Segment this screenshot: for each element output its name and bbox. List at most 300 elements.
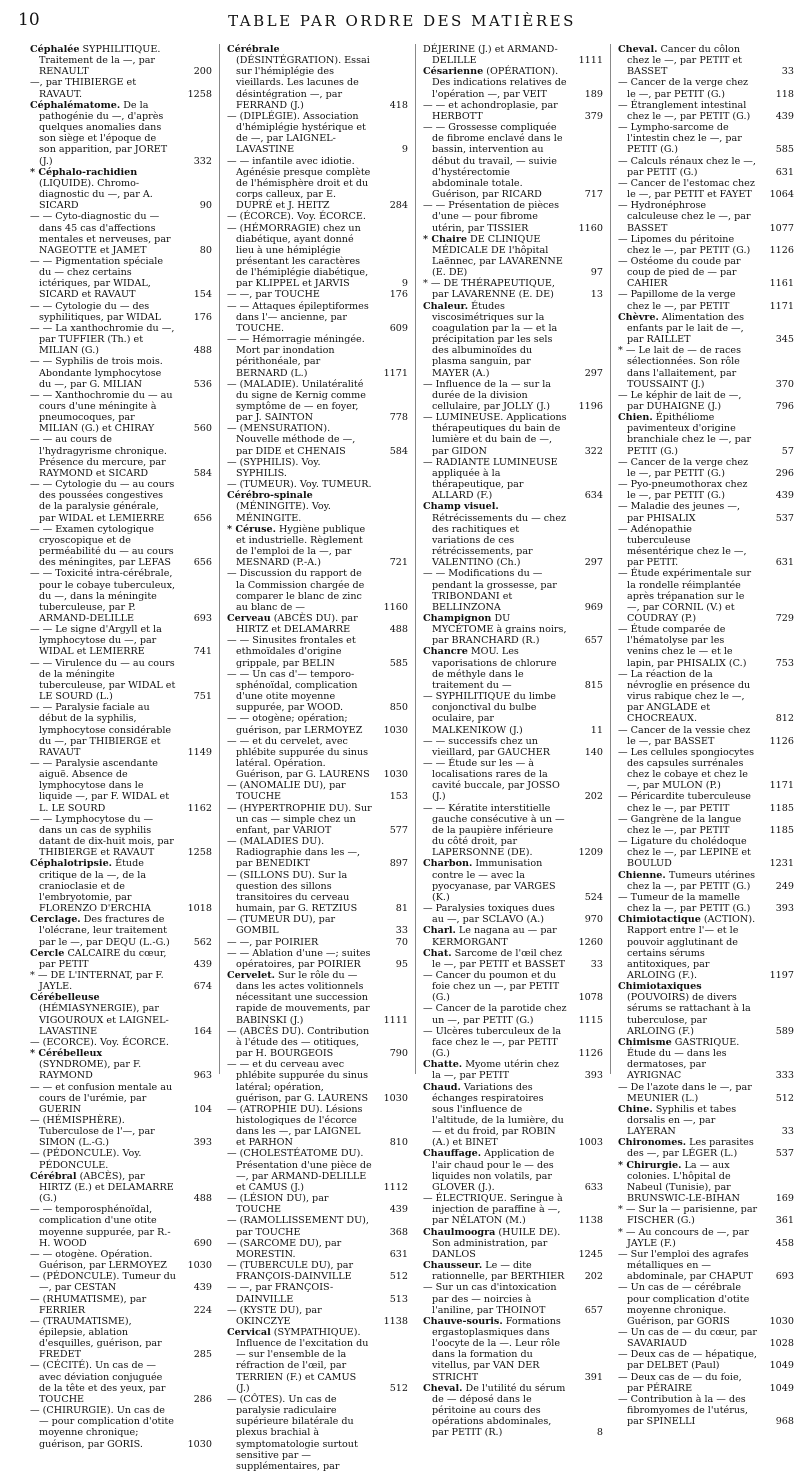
entry-page-number: 488 (193, 345, 212, 357)
entry-text: — (ATROPHIE DU). Lésions histologiques de l'écorce dans les —, par LAIGNEL et PARHON (227, 1103, 363, 1149)
entry-text: — — infantile avec idiotie. Agénésie presque complète de l'hémisphère droit et du corps calleux, par E. DUPRÉ et J. HEITZ (227, 155, 371, 212)
entry-page-number: 897 (389, 858, 408, 870)
index-entry (30, 77, 212, 99)
entry-text: Étude critique de la —, de la cranioclasie et de l'embryotomie, par FLORENZO D'ERCHIA (39, 858, 152, 915)
index-entry (30, 1204, 212, 1249)
entry-page-number: 176 (389, 289, 408, 301)
entry-text: * — DE L'INTERNAT, par F. JAYLE. (30, 969, 164, 993)
entry-text: GASTRIQUE. Étude du — dans les dermatoses, par AYRIGNAC (627, 1036, 740, 1082)
index-entry (423, 1282, 603, 1315)
index-entry (227, 836, 408, 869)
entry-page-number: 8 (596, 1427, 603, 1439)
index-entry (618, 814, 794, 836)
entry-page-number: 657 (584, 635, 603, 647)
index-entry (227, 457, 408, 479)
entry-page-number: 1049 (769, 1382, 794, 1394)
entry-page-number: 9 (401, 144, 408, 156)
index-entry (618, 914, 794, 981)
index-entry (618, 1160, 794, 1205)
index-entry (618, 256, 794, 289)
entry-page-number: 33 (781, 66, 794, 78)
index-entry (227, 914, 408, 936)
index-entry (618, 345, 794, 390)
entry-text: — (HÉMORRAGIE) chez un diabétique, ayant donné lieu à une hémiplégie présentant les caractères de l'hémiplégie diabétique, par KLIPPEL et JARVIS (227, 222, 369, 290)
index-entry (30, 211, 212, 256)
entry-page-number: 202 (584, 1271, 603, 1283)
entry-text: — Pyo-pneumothorax chez le —, par PETIT (G.) (618, 479, 748, 502)
entry-text: — Influence de la — sur la durée de la division cellulaire, par JOLLY (J.) (423, 378, 552, 412)
index-entry (227, 423, 408, 456)
index-column-1 (30, 44, 212, 1450)
index-entry (227, 1238, 408, 1260)
index-entry (618, 412, 794, 457)
entry-text: — (MALADIES DU). Radiographie dans les —, par BENEDIKT (227, 836, 361, 870)
index-entry (30, 1048, 212, 1081)
index-entry (423, 758, 603, 803)
column-divider (415, 44, 416, 1074)
entry-page-number: 95 (395, 958, 408, 970)
entry-text: De l'utilité du sérum de — déposé dans le péritoine au cours des opérations abdominales, par PETIT (R.) (432, 1382, 566, 1439)
index-entry (227, 635, 408, 668)
entry-text: — Cancer de la vessie chez le —, par BASSET (618, 724, 751, 747)
entry-text: — Hydronéphrose calculeuse chez le —, par BASSET (618, 200, 751, 234)
index-entry (30, 624, 212, 657)
index-entry (227, 524, 408, 569)
index-entry (618, 791, 794, 813)
entry-page-number: 1197 (769, 969, 794, 981)
entry-page-number: 1231 (769, 858, 794, 870)
index-entry (618, 200, 794, 233)
entry-page-number: 118 (775, 88, 794, 100)
entry-heading: Chaleur. (423, 300, 469, 312)
index-entry (618, 1082, 794, 1104)
index-entry (30, 44, 212, 77)
index-entry (30, 1360, 212, 1405)
index-entry (227, 379, 408, 424)
index-entry (423, 736, 603, 758)
index-entry (618, 1394, 794, 1427)
entry-heading: * Chirurgie. (618, 1159, 682, 1171)
index-entry (227, 1394, 408, 1472)
entry-text: — Étude comparée de l'hématolyse par les venins chez le — et le lapin, par PHISALIX (C.) (618, 624, 747, 669)
entry-page-number: 1258 (187, 88, 212, 100)
entry-text: — — Cytologie du — au cours des poussées congestives de la paralysie générale, par WIDAL et LEMIERRE (30, 479, 175, 524)
entry-page-number: 285 (193, 1349, 212, 1361)
entry-page-number: 1138 (383, 1315, 408, 1327)
index-entry (227, 1215, 408, 1237)
index-entry (227, 289, 408, 300)
entry-text: (LIQUIDE). Chromo-diagnostic du —, par A. SICARD (39, 177, 153, 212)
entry-text: Épithéliome pavimenteux d'origine branchiale chez le —, par PETIT (G.) (627, 412, 752, 457)
index-entry (227, 948, 408, 970)
index-entry (423, 1059, 603, 1081)
entry-text: — (HYPERTROPHIE DU). Sur un cas — simple chez un enfant, par VARIOT (227, 802, 372, 836)
index-entry (618, 1282, 794, 1327)
index-entry (618, 156, 794, 178)
column-divider (610, 44, 611, 1074)
entry-page-number: 1030 (187, 1260, 212, 1272)
index-entry (618, 178, 794, 200)
index-entry (618, 747, 794, 792)
entry-page-number: 815 (584, 679, 603, 691)
index-entry (423, 66, 603, 99)
index-entry (30, 301, 212, 323)
index-entry (227, 1260, 408, 1282)
entry-page-number: 393 (193, 1137, 212, 1149)
index-entry (30, 948, 212, 970)
entry-page-number: 1185 (769, 802, 794, 814)
index-entry (423, 200, 603, 233)
entry-page-number: 1064 (769, 189, 794, 201)
entry-text: — — Xanthochromie du — au cours d'une méningite à pneumocoques, par MILIAN (G.) et CHIRAY (30, 389, 173, 435)
entry-page-number: 458 (775, 1237, 794, 1249)
entry-text: — ÉLECTRIQUE. Seringue à injection de paraffine à —, par NÉLATON (M.) (423, 1193, 563, 1227)
index-entry (423, 234, 603, 279)
entry-heading: Céphalématome. (30, 99, 121, 111)
entry-page-number: 631 (389, 1248, 408, 1260)
entry-text: (DÉSINTÉGRATION). Essai sur l'hémiplégie des vieillards. Les lacunes de désintégration —, par FERRAND (J.) (236, 55, 370, 111)
entry-page-number: 393 (775, 903, 794, 915)
entry-page-number: 674 (193, 981, 212, 993)
index-column-3 (423, 44, 603, 1439)
entry-page-number: 589 (775, 1025, 794, 1037)
entry-text: — — Lymphocytose du — dans un cas de syphilis datant de dix-huit mois, par THIBIERGE et RAVAUT (30, 813, 174, 859)
entry-page-number: 370 (775, 378, 794, 390)
entry-text: — —, par POIRIER (227, 936, 319, 948)
index-entry (227, 568, 408, 613)
entry-page-number: 202 (584, 791, 603, 803)
entry-page-number: 176 (193, 311, 212, 323)
index-entry (423, 970, 603, 1003)
index-entry (227, 970, 408, 1026)
entry-heading: Cérébral (30, 1170, 77, 1182)
index-entry (30, 758, 212, 814)
entry-text: — (TRAUMATISME), épilepsie, ablation d'esquilles, guérison, par FREDET (30, 1315, 162, 1361)
entry-text: — (TUBERCULE DU), par FRANÇOIS-DAINVILLE (227, 1260, 354, 1283)
index-entry (423, 613, 603, 646)
entry-text: — (CHOLESTÉATOME DU). Présentation d'une pièce de —, par ARMAND-DELILLE et CAMUS (J.) (227, 1148, 372, 1193)
index-entry (30, 858, 212, 914)
entry-page-number: 297 (584, 557, 603, 569)
entry-text: — — au cours de l'hydragyrisme chronique. Présence du mercure, par RAYMOND et SICARD (30, 434, 167, 479)
entry-page-number: 584 (389, 445, 408, 457)
entry-page-number: 104 (193, 1103, 212, 1115)
entry-page-number: 790 (389, 1048, 408, 1060)
entry-page-number: 1162 (187, 802, 212, 814)
entry-text: — — Ablation d'une —; suites opératoires, par POIRIER (227, 947, 371, 970)
entry-page-number: 729 (775, 612, 794, 624)
entry-text: Syphilis et tabes dorsalis en —, par LAYERAN (627, 1103, 737, 1138)
entry-page-number: 585 (389, 657, 408, 669)
entry-text: De la pathogénie du —, d'après quelques anomalies dans son siège et l'époque de son apparition, par JORET (J.) (39, 99, 168, 167)
entry-page-number: 1149 (187, 746, 212, 758)
entry-page-number: 751 (193, 691, 212, 703)
index-entry (227, 1305, 408, 1327)
index-entry (618, 725, 794, 747)
index-entry (618, 312, 794, 345)
index-entry (423, 646, 603, 691)
entry-page-number: 969 (584, 601, 603, 613)
entry-text: Tumeurs utérines chez la —, par PETIT (G.) (627, 869, 756, 892)
index-entry (423, 1227, 603, 1260)
index-entry (30, 1171, 212, 1204)
entry-text: Myome utérin chez la —, par PETIT (432, 1059, 559, 1082)
entry-text: — (CÉCITÉ). Un cas de — avec déviation conjuguée de la tête et des yeux, par TOUCHE (30, 1360, 166, 1405)
entry-text: — Péricardite tuberculeuse chez le —, par PETIT (618, 791, 751, 814)
entry-text: — Discussion du rapport de la Commission chargée de comparer le blanc de zinc au blanc de — (227, 568, 365, 613)
entry-text: — (ECORCE). Voy. ÉCORCE. (30, 1036, 169, 1048)
entry-page-number: 1003 (578, 1137, 603, 1149)
entry-page-number: 488 (193, 1193, 212, 1205)
index-entry (227, 479, 408, 490)
column-divider (219, 44, 220, 1074)
entry-page-number: 633 (584, 1181, 603, 1193)
entry-page-number: 584 (193, 467, 212, 479)
index-entry (227, 1026, 408, 1059)
entry-text: * — DE THÉRAPEUTIQUE, par LAVARENNE (E. DE) (423, 278, 555, 301)
index-entry (618, 568, 794, 624)
index-entry (227, 1148, 408, 1193)
entry-heading: * Cérébelleux (30, 1048, 103, 1060)
entry-page-number: 796 (775, 401, 794, 412)
entry-text: DÉJERINE (J.) et ARMAND-DELILLE (423, 44, 558, 67)
entry-text: — Deux cas de — hépatique, par DELBET (Paul) (618, 1349, 757, 1372)
index-entry (423, 948, 603, 970)
entry-text: * — Le lait de — de races sélectionnées. Son rôle dans l'allaitement, par TOUSSAINT (J.) (618, 345, 742, 390)
entry-text: — Un cas de — du cœur, par SAVARIAUD (618, 1326, 758, 1350)
entry-page-number: 1160 (383, 601, 408, 613)
entry-text: — — et du cervelet, avec phlébite suppurée du sinus latéral. Opération. Guérison, par G. LAURENS (227, 735, 370, 781)
entry-page-number: 80 (199, 244, 212, 256)
entry-text: — Étude expérimentale sur la rondelle réimplantée après trépanation sur le —, par CORNIL (V.) et COUDRAY (P.) (618, 568, 752, 624)
index-entry (227, 613, 408, 635)
entry-heading: Charbon. (423, 858, 473, 870)
index-entry (618, 77, 794, 99)
entry-text: — Paralysies toxiques dues au —, par SCLAVO (A.) (423, 903, 555, 926)
entry-heading: Champignon (423, 612, 492, 624)
index-entry (30, 568, 212, 624)
entry-page-number: 333 (775, 1070, 794, 1082)
entry-page-number: 524 (584, 891, 603, 903)
entry-text: — — temporosphénoïdal, complication d'une otite moyenne suppurée, par R.-H. WOOD (30, 1204, 171, 1249)
index-entry (227, 334, 408, 379)
entry-page-number: 1185 (769, 824, 794, 836)
index-entry (30, 970, 212, 992)
index-entry (30, 390, 212, 435)
entry-page-number: 1171 (383, 367, 408, 379)
index-entry (618, 479, 794, 501)
index-entry (618, 100, 794, 122)
entry-page-number: 418 (389, 99, 408, 111)
entry-text: — — otogène; opération; guérison, par LERMOYEZ (227, 713, 363, 736)
index-entry (227, 1193, 408, 1215)
index-entry (423, 858, 603, 903)
entry-text: — (MALADIE). Unilatéralité du signe de Kernig comme symptôme de — en foyer, par J. SAINTON (227, 378, 366, 424)
entry-page-number: 1171 (769, 780, 794, 792)
entry-page-number: 1171 (769, 300, 794, 312)
entry-page-number: 1161 (769, 278, 794, 290)
index-column-4 (618, 44, 794, 1428)
index-entry (227, 223, 408, 290)
entry-text: Des fractures de l'olécrane, leur traitement par le —, par DEQU (L.-G.) (39, 914, 170, 948)
entry-page-number: 322 (584, 445, 603, 457)
entry-page-number: 513 (389, 1293, 408, 1305)
index-entry (423, 925, 603, 947)
entry-heading: Chancre (423, 646, 468, 658)
entry-page-number: 657 (584, 1304, 603, 1316)
entry-page-number: 609 (389, 322, 408, 334)
running-title: TABLE PAR ORDRE DES MATIÈRES (228, 12, 576, 30)
entry-heading: Chatte. (423, 1059, 463, 1071)
entry-heading: Chienne. (618, 869, 666, 881)
entry-page-number: 512 (389, 1382, 408, 1394)
entry-text: — (CÔTES). Un cas de paralysie radiculaire supérieure bilatérale du plexus brachial à symptomatologie surtout sensitive par — supplémentaires, par (227, 1393, 358, 1472)
index-entry (227, 211, 408, 222)
entry-text: — Sur l'emploi des agrafes métalliques en — abdominale, par CHAPUT (618, 1248, 753, 1283)
entry-heading: Cerveau (227, 612, 271, 624)
entry-heading: Chironomes. (618, 1137, 687, 1149)
index-entry (30, 167, 212, 212)
entry-text: — LUMINEUSE. Applications thérapeutiques du bain de lumière et du bain de —, par GIDON (423, 412, 567, 457)
entry-text: — — Hémorragie méningée. Mort par inondation périthonéale, par BERNARD (L.) (227, 334, 365, 379)
entry-heading: Charl. (423, 925, 456, 937)
entry-page-number: 1126 (578, 1048, 603, 1060)
entry-text: Le — dite rationnelle, par BERTHIER (432, 1260, 565, 1283)
entry-text: — — Cytologie du — des syphilitiques, par WIDAL (30, 300, 161, 323)
index-entry (30, 1405, 212, 1450)
index-entry (618, 624, 794, 669)
index-entry (30, 323, 212, 356)
entry-heading: * Céphalo-rachidien (30, 166, 138, 178)
index-entry (618, 289, 794, 311)
index-entry (618, 390, 794, 412)
index-columns (30, 44, 794, 1472)
entry-text: — — Paralysie faciale au début de la syphilis, lymphocytose considérable du —, par THIBIERGE et RAVAUT (30, 702, 172, 758)
entry-page-number: 439 (775, 110, 794, 122)
entry-text: Sarcome de l'œil chez le —, par PETIT et BASSET (432, 947, 566, 970)
entry-page-number: 1126 (769, 244, 794, 256)
index-entry (618, 1349, 794, 1371)
entry-page-number: 439 (389, 1204, 408, 1216)
entry-page-number: 741 (193, 646, 212, 658)
entry-heading: Chauve-souris. (423, 1315, 503, 1327)
entry-text: La — aux colonies. L'hôpital de Nabeul (Tunisie), par BRUNSWIC-LE-BIHAN (627, 1159, 740, 1205)
index-column-2 (227, 44, 408, 1472)
entry-heading: Chèvre. (618, 311, 659, 323)
entry-page-number: 224 (193, 1304, 212, 1316)
entry-page-number: 1126 (769, 735, 794, 747)
entry-page-number: 439 (193, 1282, 212, 1294)
entry-page-number: 169 (775, 1193, 794, 1205)
entry-heading: Chat. (423, 947, 452, 959)
entry-page-number: 812 (775, 713, 794, 725)
entry-page-number: 361 (775, 1215, 794, 1227)
entry-page-number: 1196 (578, 401, 603, 412)
index-entry (227, 870, 408, 915)
index-entry (423, 1193, 603, 1226)
index-entry (30, 256, 212, 301)
index-entry (30, 1082, 212, 1115)
entry-heading: Champ visuel. (423, 501, 499, 513)
index-entry (30, 1037, 212, 1048)
entry-heading: Cervical (227, 1326, 271, 1338)
entry-heading: Chauffage. (423, 1148, 482, 1160)
entry-text: — (PÉDONCULE). Tumeur du —, par CESTAN (30, 1271, 176, 1294)
index-entry (618, 524, 794, 569)
entry-text: (SYNDROME), par F. RAYMOND (39, 1059, 142, 1082)
index-entry (423, 903, 603, 925)
index-entry (618, 501, 794, 523)
entry-text: (ABCÈS), par HIRTZ (E.) et DELAMARRE (G.) (39, 1170, 174, 1205)
entry-text: CALCAIRE du cœur, par PETIT (39, 947, 167, 970)
index-entry (618, 836, 794, 869)
index-entry (423, 1026, 603, 1059)
entry-page-number: 70 (395, 936, 408, 948)
index-entry (618, 457, 794, 479)
index-entry (30, 702, 212, 758)
index-entry (227, 713, 408, 735)
entry-page-number: 537 (775, 1148, 794, 1160)
entry-text: * — Au concours de —, par JAYLE (F.) (618, 1226, 749, 1249)
entry-page-number: 1112 (383, 1181, 408, 1193)
entry-page-number: 810 (389, 1137, 408, 1149)
entry-text: — — Pigmentation spéciale du — chez certains ictériques, par WIDAL, SICARD et RAVAUT (30, 255, 164, 301)
entry-text: — —, par FRANÇOIS-DAINVILLE (227, 1282, 334, 1305)
entry-page-number: 1111 (383, 1014, 408, 1026)
entry-text: — Cancer de la verge chez le —, par PETIT (G.) (618, 456, 749, 479)
index-entry (227, 1282, 408, 1304)
index-entry (423, 1148, 603, 1193)
entry-text: — (SILLONS DU). Sur la question des sillons transitoires du cerveau humain, par G. RETZIUS (227, 869, 358, 915)
entry-page-number: 345 (775, 334, 794, 346)
entry-page-number: 1028 (769, 1338, 794, 1350)
entry-page-number: 970 (584, 914, 603, 926)
entry-page-number: 512 (775, 1092, 794, 1104)
entry-text: — (ABCÈS DU). Contribution à l'étude des — otitiques, par H. BOURGEOIS (227, 1025, 370, 1060)
entry-text: — — Sinusites frontales et ethmoïdales d'origine grippale, par BELIN (227, 635, 356, 669)
entry-page-number: 1138 (578, 1215, 603, 1227)
index-entry (423, 691, 603, 736)
entry-text: — — Examen cytologique cryoscopique et de perméabilité du — au cours des méningites, par LEFAS (30, 523, 174, 569)
index-entry (227, 301, 408, 334)
entry-text: — (PÉDONCULE). Voy. PÉDONCULE. (30, 1148, 142, 1171)
entry-text: — — Présentation de pièces d'une — pour fibrome utérin, par TISSIER (423, 200, 560, 234)
entry-text: — (SARCOME DU), par MORESTIN. (227, 1237, 342, 1260)
entry-text: — — Le signe d'Argyll et la lymphocytose du —, par WIDAL et LEMIERRE (30, 624, 162, 658)
index-entry (618, 122, 794, 155)
index-entry (30, 658, 212, 703)
index-entry (618, 1327, 794, 1349)
entry-text: SYPHILITIQUE. Traitement de la —, par RENAULT (39, 44, 161, 78)
entry-page-number: 249 (775, 880, 794, 892)
entry-text: — Cancer du poumon et du foie chez un —, par PETIT (G.) (423, 969, 560, 1004)
index-entry (30, 814, 212, 859)
entry-page-number: 968 (775, 1416, 794, 1428)
index-entry (30, 1115, 212, 1148)
entry-text: — — et achondroplasie, par HERBOTT (423, 99, 558, 122)
entry-page-number: 1078 (578, 992, 603, 1004)
entry-text: DE CLINIQUE MÉDICALE DE l'hôpital Laënnec, par LAVARENNE (E. DE) (432, 233, 563, 279)
index-entry (423, 412, 603, 457)
entry-text: — — Modifications du — pendant la grossesse, par TRIBONDANI et BELLINZONA (423, 568, 557, 613)
index-entry (618, 1249, 794, 1282)
index-entry (423, 44, 603, 66)
entry-text: (ABCÈS DU). par HIRTZ et DELAMARRE (236, 612, 358, 636)
index-entry (30, 479, 212, 524)
entry-text: — (TUMEUR). Voy. TUMEUR. (227, 479, 372, 491)
entry-text: (HUILE DE). Son administration, par DANLOS (432, 1226, 561, 1260)
index-entry (30, 356, 212, 389)
